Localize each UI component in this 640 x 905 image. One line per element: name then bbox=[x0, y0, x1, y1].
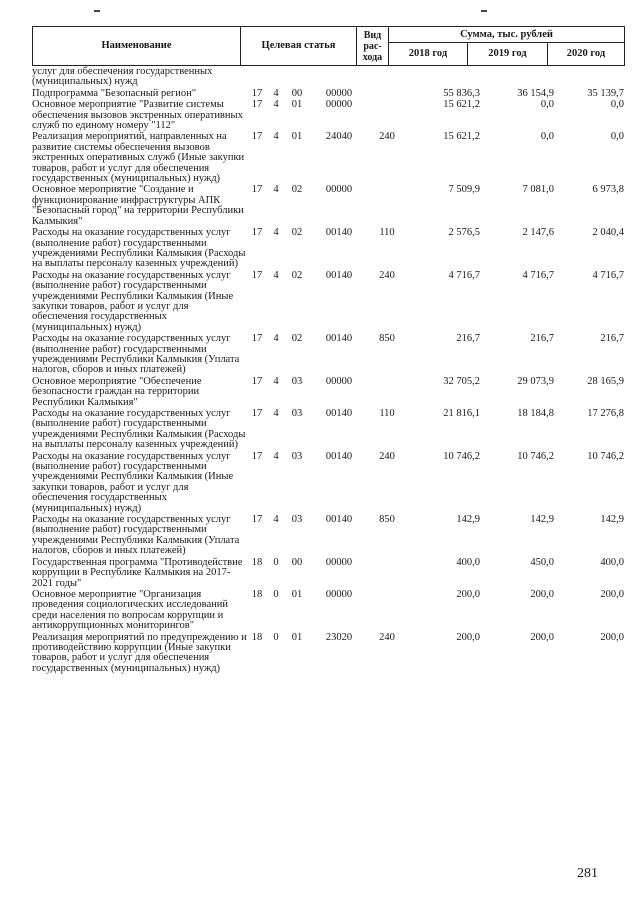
row-activity-code: 01 bbox=[291, 99, 303, 111]
header-sum: Сумма, тыс. рублей bbox=[389, 27, 625, 43]
row-sum-2019: 450,0 bbox=[530, 556, 554, 568]
row-program-code: 17 bbox=[251, 184, 263, 196]
row-sum-2020: 6 973,8 bbox=[592, 184, 624, 196]
table-header bbox=[32, 26, 625, 66]
row-direction-code: 00000 bbox=[325, 556, 353, 568]
row-subprogram-code: 4 bbox=[273, 408, 279, 419]
row-sum-2018: 55 836,3 bbox=[443, 87, 480, 99]
table-row bbox=[32, 185, 624, 228]
row-expense-type bbox=[369, 558, 405, 590]
row-name: Расходы на оказание государственных услуг (выполнение работ) государственными учреждениями Республики Калмыкия (Расходы на выплаты персоналу казенных учреждений) bbox=[32, 227, 246, 270]
row-direction-code: 00140 bbox=[325, 450, 353, 462]
row-sum-2019: 2 147,6 bbox=[522, 227, 554, 239]
row-sum-2018: 2 576,5 bbox=[448, 227, 480, 239]
row-sum-2020: 4 716,7 bbox=[592, 269, 624, 281]
row-direction-code: 00000 bbox=[325, 375, 353, 387]
row-activity-code: 02 bbox=[291, 333, 303, 345]
row-sum-2019 bbox=[480, 67, 554, 89]
table-row bbox=[32, 633, 624, 676]
row-subprogram-code: 4 bbox=[273, 514, 279, 526]
row-subprogram-code: 4 bbox=[273, 227, 279, 239]
row-program-code: 18 bbox=[251, 556, 263, 568]
row-sum-2018: 200,0 bbox=[456, 588, 480, 600]
row-direction-code: 00140 bbox=[325, 333, 353, 345]
table-row bbox=[32, 377, 624, 409]
row-sum-2020: 142,9 bbox=[600, 514, 624, 526]
row-sum-2018 bbox=[405, 67, 480, 89]
row-direction-code: 24040 bbox=[325, 131, 353, 143]
row-subprogram-code bbox=[267, 67, 285, 89]
row-direction-code: 00140 bbox=[325, 408, 353, 419]
row-expense-type: 240 bbox=[379, 131, 395, 143]
header-expense-type-line3: хода bbox=[362, 51, 383, 63]
row-program-code: 17 bbox=[251, 514, 263, 526]
row-program-code: 17 bbox=[251, 87, 263, 99]
row-activity-code: 01 bbox=[291, 131, 303, 143]
row-name: Основное мероприятие "Развитие системы обеспечения вызовов экстренных оперативных служб по единому номеру "112" bbox=[32, 99, 243, 132]
row-expense-type bbox=[369, 89, 405, 100]
row-sum-2018: 7 509,9 bbox=[448, 184, 480, 196]
row-sum-2020: 35 139,7 bbox=[587, 87, 624, 99]
row-sum-2020: 17 276,8 bbox=[587, 408, 624, 419]
header-year-2018: 2018 год bbox=[389, 43, 468, 66]
row-name: Реализация мероприятий по предупреждению и противодействию коррупции (Иные закупки товаров, работ и услуг для обеспечения государственных (муниципальных) нужд) bbox=[32, 631, 247, 674]
header-target-article: Целевая статья bbox=[241, 27, 357, 66]
row-sum-2019: 0,0 bbox=[540, 131, 554, 143]
row-expense-type bbox=[369, 377, 405, 409]
header-year-2019: 2019 год bbox=[468, 43, 548, 66]
row-expense-type: 240 bbox=[379, 450, 395, 462]
row-subprogram-code: 4 bbox=[273, 131, 279, 143]
row-direction-code: 00140 bbox=[325, 227, 353, 239]
row-sum-2018: 10 746,2 bbox=[443, 450, 480, 462]
row-sum-2019: 200,0 bbox=[530, 588, 554, 600]
row-direction-code: 00140 bbox=[325, 514, 353, 526]
budget-table bbox=[32, 67, 624, 675]
row-subprogram-code: 4 bbox=[273, 184, 279, 196]
row-sum-2019: 200,0 bbox=[530, 631, 554, 643]
row-expense-type: 240 bbox=[379, 269, 395, 281]
row-subprogram-code: 0 bbox=[273, 631, 279, 643]
row-name: Основное мероприятие "Организация проведения социологических исследований среди населения по вопросам коррупции и антикоррупционных мониторингов" bbox=[32, 588, 228, 632]
row-sum-2019: 142,9 bbox=[530, 514, 554, 526]
row-name: Реализация мероприятий, направленных на развитие системы обеспечения вызовов экстренных оперативных служб (Иные закупки товаров, работ и услуг для обеспечения государственных (муниципальных) нужд) bbox=[32, 131, 245, 185]
row-expense-type bbox=[369, 67, 405, 89]
row-sum-2018: 4 716,7 bbox=[448, 269, 480, 281]
row-program-code: 17 bbox=[251, 269, 263, 281]
row-sum-2019: 18 184,8 bbox=[517, 408, 554, 419]
row-sum-2020: 400,0 bbox=[600, 556, 624, 568]
row-activity-code: 01 bbox=[291, 631, 303, 643]
row-program-code: 17 bbox=[251, 375, 263, 387]
table-row bbox=[32, 271, 624, 334]
row-activity-code: 03 bbox=[291, 450, 303, 462]
row-sum-2018: 15 621,2 bbox=[443, 99, 480, 111]
table-row bbox=[32, 67, 624, 89]
header-name: Наименование bbox=[33, 27, 241, 66]
row-sum-2018: 32 705,2 bbox=[443, 375, 480, 387]
row-activity-code: 00 bbox=[291, 556, 303, 568]
row-name: Расходы на оказание государственных услуг (выполнение работ) государственными учреждениями Республики Калмыкия (Уплата налогов, сборов и иных платежей) bbox=[32, 514, 240, 557]
row-sum-2019: 0,0 bbox=[540, 99, 554, 111]
row-name: Расходы на оказание государственных услуг (выполнение работ) государственными учреждениями Республики Калмыкия (Расходы на выплаты персоналу казенных учреждений) bbox=[32, 408, 246, 451]
row-subprogram-code: 4 bbox=[273, 333, 279, 345]
row-activity-code: 02 bbox=[291, 184, 303, 196]
row-program-code: 18 bbox=[251, 631, 263, 643]
row-sum-2020: 10 746,2 bbox=[587, 450, 624, 462]
row-activity-code: 03 bbox=[291, 408, 303, 419]
row-subprogram-code: 4 bbox=[273, 375, 279, 387]
row-sum-2018: 142,9 bbox=[456, 514, 480, 526]
row-activity-code bbox=[285, 67, 309, 89]
row-direction-code: 00140 bbox=[325, 269, 353, 281]
row-name: услуг для обеспечения государственных (муниципальных) нужд bbox=[32, 66, 213, 88]
row-sum-2020: 216,7 bbox=[600, 333, 624, 345]
row-direction-code: 00000 bbox=[325, 588, 353, 600]
table-row bbox=[32, 334, 624, 377]
row-name: Основное мероприятие "Обеспечение безопасности граждан на территории Республики Калмыкия" bbox=[32, 375, 202, 408]
row-subprogram-code: 4 bbox=[273, 99, 279, 111]
row-sum-2019: 4 716,7 bbox=[522, 269, 554, 281]
row-sum-2020 bbox=[554, 67, 624, 89]
row-sum-2020: 0,0 bbox=[610, 131, 624, 143]
row-sum-2019: 36 154,9 bbox=[517, 87, 554, 99]
row-sum-2020: 200,0 bbox=[600, 631, 624, 643]
row-activity-code: 00 bbox=[291, 87, 303, 99]
row-activity-code: 02 bbox=[291, 227, 303, 239]
row-expense-type: 110 bbox=[379, 408, 395, 419]
row-sum-2019: 216,7 bbox=[530, 333, 554, 345]
row-sum-2018: 216,7 bbox=[456, 333, 480, 345]
row-sum-2020: 2 040,4 bbox=[592, 227, 624, 239]
row-program-code bbox=[247, 67, 267, 89]
row-sum-2018: 200,0 bbox=[456, 631, 480, 643]
row-direction-code: 23020 bbox=[325, 631, 353, 643]
row-subprogram-code: 4 bbox=[273, 450, 279, 462]
row-program-code: 17 bbox=[251, 333, 263, 345]
row-expense-type bbox=[369, 100, 405, 132]
table-row bbox=[32, 228, 624, 271]
table-row bbox=[32, 558, 624, 590]
row-subprogram-code: 4 bbox=[273, 87, 279, 99]
table-row bbox=[32, 515, 624, 558]
row-expense-type bbox=[369, 185, 405, 228]
row-name: Подпрограмма "Безопасный регион" bbox=[32, 87, 197, 99]
row-subprogram-code: 4 bbox=[273, 269, 279, 281]
scan-mark-left bbox=[94, 10, 100, 12]
row-name: Расходы на оказание государственных услуг (выполнение работ) государственными учреждениями Республики Калмыкия (Иные закупки товаров, работ и услуг для обеспечения государственных (муниципальных) нужд) bbox=[32, 269, 234, 333]
row-activity-code: 03 bbox=[291, 514, 303, 526]
header-expense-type-line2: рас- bbox=[363, 40, 382, 52]
row-sum-2020: 200,0 bbox=[600, 588, 624, 600]
row-subprogram-code: 0 bbox=[273, 588, 279, 600]
row-name: Расходы на оказание государственных услуг (выполнение работ) государственными учреждениями Республики Калмыкия (Иные закупки товаров, работ и услуг для обеспечения государственных (муниципальных) нужд) bbox=[32, 450, 234, 514]
row-sum-2018: 21 816,1 bbox=[443, 408, 480, 419]
row-expense-type: 850 bbox=[379, 514, 395, 526]
row-direction-code: 00000 bbox=[325, 184, 353, 196]
row-name: Государственная программа "Противодействие коррупции в Республике Калмыкия на 2017-2021 годы" bbox=[32, 556, 243, 589]
row-sum-2020: 28 165,9 bbox=[587, 375, 624, 387]
table-row bbox=[32, 132, 624, 185]
row-program-code: 17 bbox=[251, 99, 263, 111]
scan-mark-right bbox=[481, 10, 487, 12]
row-sum-2018: 400,0 bbox=[456, 556, 480, 568]
row-name: Основное мероприятие "Создание и функционирование инфраструктуры АПК "Безопасный город" на территории Республики Калмыкия" bbox=[32, 184, 244, 227]
row-expense-type bbox=[369, 590, 405, 633]
header-year-2020: 2020 год bbox=[548, 43, 625, 66]
row-sum-2019: 29 073,9 bbox=[517, 375, 554, 387]
row-sum-2019: 7 081,0 bbox=[522, 184, 554, 196]
page-number: 281 bbox=[577, 866, 598, 881]
row-sum-2019: 10 746,2 bbox=[517, 450, 554, 462]
row-expense-type: 240 bbox=[379, 631, 395, 643]
row-subprogram-code: 0 bbox=[273, 556, 279, 568]
row-expense-type: 850 bbox=[379, 333, 395, 345]
row-direction-code: 00000 bbox=[325, 87, 353, 99]
row-activity-code: 03 bbox=[291, 375, 303, 387]
table-row bbox=[32, 100, 624, 132]
table-row bbox=[32, 590, 624, 633]
row-expense-type: 110 bbox=[379, 227, 395, 239]
row-sum-2020: 0,0 bbox=[610, 99, 624, 111]
header-expense-type bbox=[357, 27, 389, 66]
table-row bbox=[32, 452, 624, 515]
row-direction-code bbox=[309, 67, 369, 89]
row-program-code: 17 bbox=[251, 450, 263, 462]
row-name: Расходы на оказание государственных услуг (выполнение работ) государственными учреждениями Республики Калмыкия (Уплата налогов, сборов и иных платежей) bbox=[32, 333, 240, 376]
row-program-code: 17 bbox=[251, 131, 263, 143]
row-program-code: 17 bbox=[251, 408, 263, 419]
row-sum-2018: 15 621,2 bbox=[443, 131, 480, 143]
row-activity-code: 01 bbox=[291, 588, 303, 600]
table-row bbox=[32, 409, 624, 452]
row-program-code: 17 bbox=[251, 227, 263, 239]
row-program-code: 18 bbox=[251, 588, 263, 600]
row-direction-code: 00000 bbox=[325, 99, 353, 111]
header-expense-type-line1: Вид bbox=[363, 29, 382, 41]
row-activity-code: 02 bbox=[291, 269, 303, 281]
